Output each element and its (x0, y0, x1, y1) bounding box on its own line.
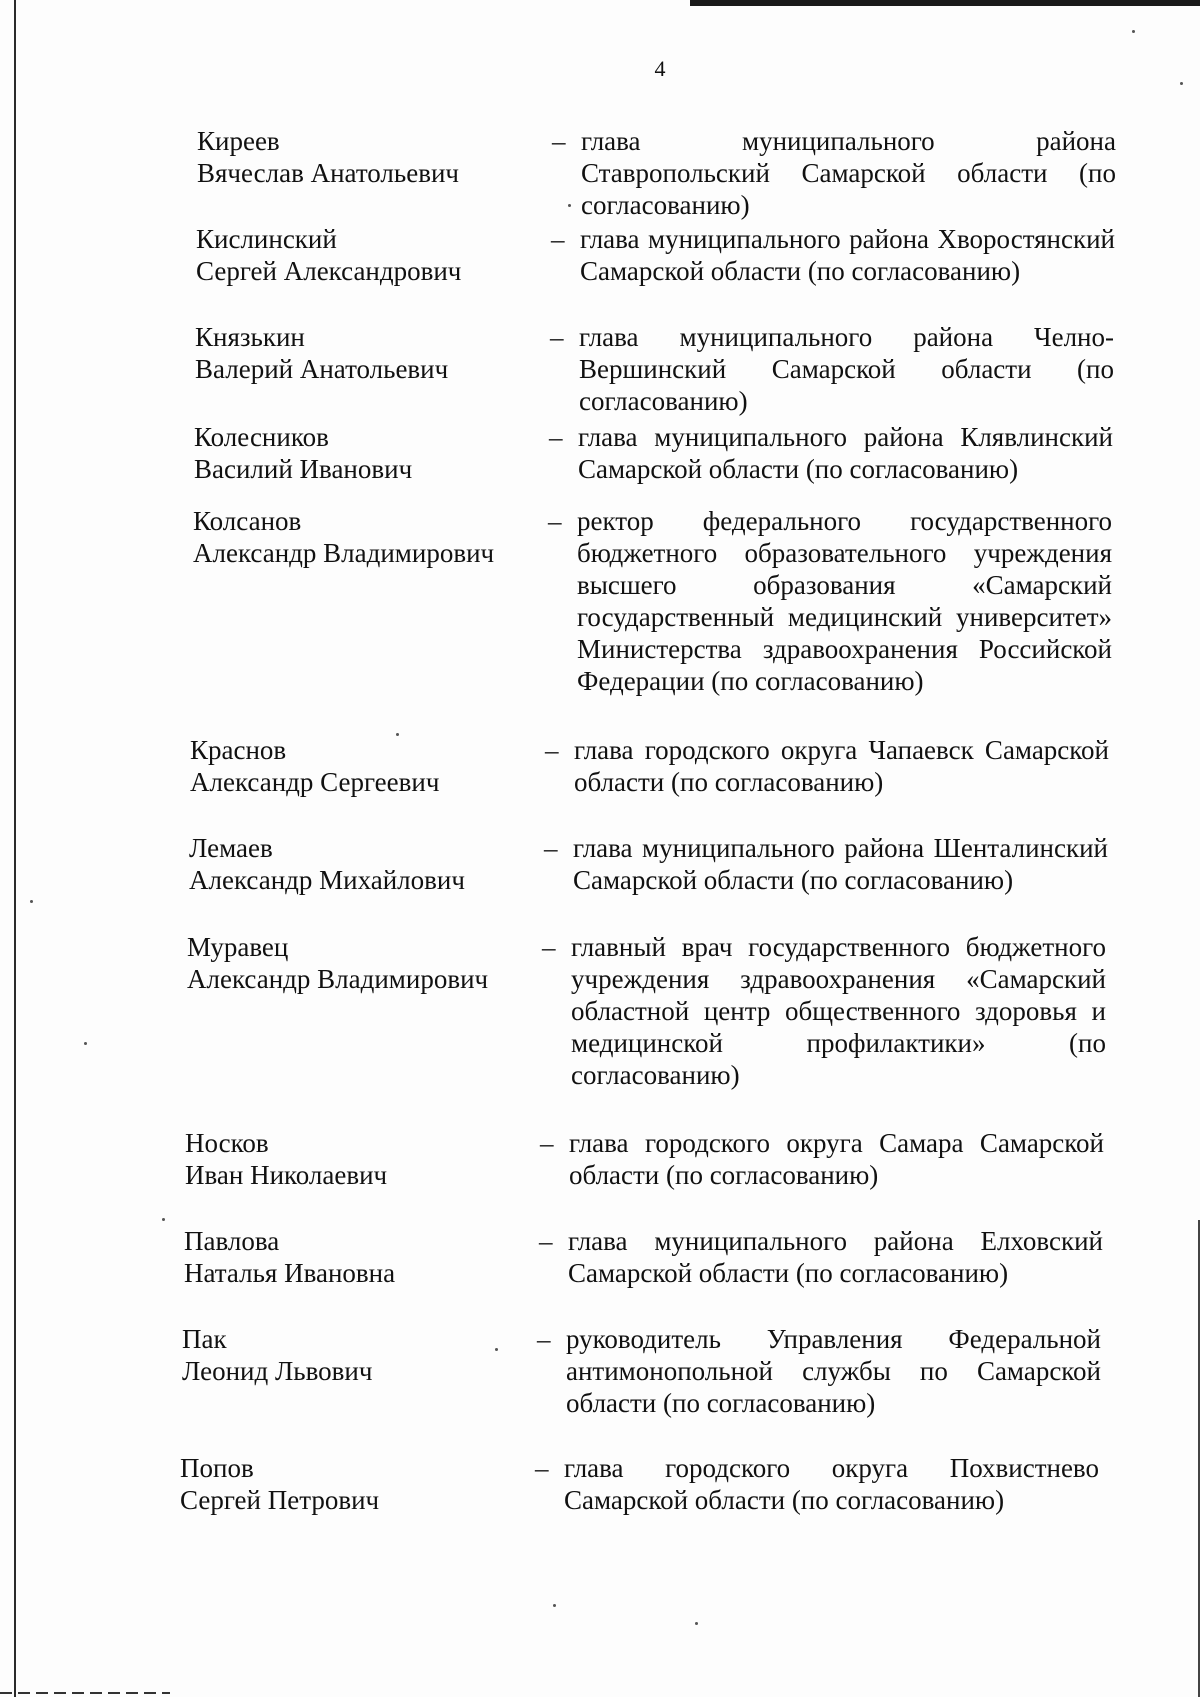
member-surname: Кислинский (196, 224, 337, 254)
member-given-names: Валерий Анатольевич (195, 354, 449, 384)
member-given-names: Леонид Львович (182, 1356, 373, 1386)
member-surname: Колсанов (193, 506, 302, 536)
member-position: глава муниципального района Челно-Вершинский Самарской области (по согласованию) (579, 322, 1114, 416)
member-position: глава муниципального района Клявлинский Самарской области (по согласованию) (578, 422, 1113, 484)
dash-separator: – (548, 506, 562, 536)
member-name (182, 1323, 512, 1387)
member-name (195, 321, 525, 385)
dash-separator: – (552, 126, 566, 156)
member-name (185, 1127, 515, 1191)
member-surname: Пак (182, 1324, 227, 1354)
member-position: ректор федерального государственного бюджетного образовательного учреждения высшего образования «Самарский государственный медицинский университет» Министерства здравоохранения Российской Федерации (по согласованию) (577, 506, 1112, 696)
dash-separator: – (545, 735, 559, 765)
scan-speck (1132, 30, 1135, 33)
dash-separator: – (539, 1226, 553, 1256)
member-given-names: Наталья Ивановна (184, 1258, 396, 1288)
member-surname: Краснов (190, 735, 287, 765)
member-name (184, 1225, 514, 1289)
page-number: 4 (654, 56, 666, 81)
member-surname: Павлова (184, 1226, 280, 1256)
scan-left-border (14, 0, 16, 1697)
member-position: глава городского округа Чапаевск Самарской области (по согласованию) (574, 735, 1109, 797)
member-name (180, 1452, 510, 1516)
member-name (190, 734, 520, 798)
scan-speck (568, 204, 571, 207)
scan-speck (162, 1218, 165, 1221)
member-given-names: Вячеслав Анатольевич (197, 158, 459, 188)
member-given-names: Александр Владимирович (193, 538, 495, 568)
member-position: глава муниципального района Хворостянский Самарской области (по согласованию) (580, 224, 1115, 286)
member-surname: Киреев (197, 126, 280, 156)
scan-speck (695, 1622, 698, 1625)
member-surname: Князькин (195, 322, 305, 352)
member-position: глава муниципального района Шенталинский Самарской области (по согласованию) (573, 833, 1108, 895)
member-surname: Носков (185, 1128, 269, 1158)
member-given-names: Александр Владимирович (187, 964, 489, 994)
member-surname: Лемаев (189, 833, 273, 863)
scan-speck (1180, 82, 1183, 85)
dash-separator: – (542, 932, 556, 962)
member-name (194, 421, 524, 485)
member-given-names: Сергей Петрович (180, 1485, 380, 1515)
member-position: глава муниципального района Елховский Самарской области (по согласованию) (568, 1226, 1103, 1288)
member-surname: Муравец (187, 932, 289, 962)
member-given-names: Александр Сергеевич (190, 767, 440, 797)
scan-speck (495, 1348, 498, 1351)
member-position: глава городского округа Самара Самарской области (по согласованию) (569, 1128, 1104, 1190)
dash-separator: – (550, 322, 564, 352)
member-given-names: Василий Иванович (194, 454, 413, 484)
member-position: глава муниципального района Ставропольский Самарской области (по согласованию) (581, 126, 1116, 220)
scan-speck (30, 900, 33, 903)
scan-top-bar (690, 0, 1200, 6)
dash-separator: – (544, 833, 558, 863)
scan-speck (396, 733, 399, 736)
member-name (187, 931, 517, 995)
member-position: руководитель Управления Федеральной антимонопольной службы по Самарской области (по согласованию) (566, 1324, 1101, 1418)
member-position: главный врач государственного бюджетного учреждения здравоохранения «Самарский областной центр общественного здоровья и медицинской профилактики» (по согласованию) (571, 932, 1106, 1090)
dash-separator: – (540, 1128, 554, 1158)
dash-separator: – (537, 1324, 551, 1354)
scan-bottom-dashes (0, 1692, 170, 1694)
member-given-names: Сергей Александрович (196, 256, 462, 286)
member-surname: Попов (180, 1453, 254, 1483)
member-given-names: Иван Николаевич (185, 1160, 388, 1190)
scan-speck (84, 1042, 87, 1045)
dash-separator: – (535, 1453, 549, 1483)
dash-separator: – (549, 422, 563, 452)
member-position: глава городского округа Похвистнево Самарской области (по согласованию) (564, 1453, 1099, 1515)
member-name (197, 125, 527, 189)
member-name (193, 505, 523, 569)
member-given-names: Александр Михайлович (189, 865, 465, 895)
member-surname: Колесников (194, 422, 329, 452)
member-name (189, 832, 519, 896)
scan-speck (553, 1604, 556, 1607)
member-name (196, 223, 526, 287)
dash-separator: – (551, 224, 565, 254)
